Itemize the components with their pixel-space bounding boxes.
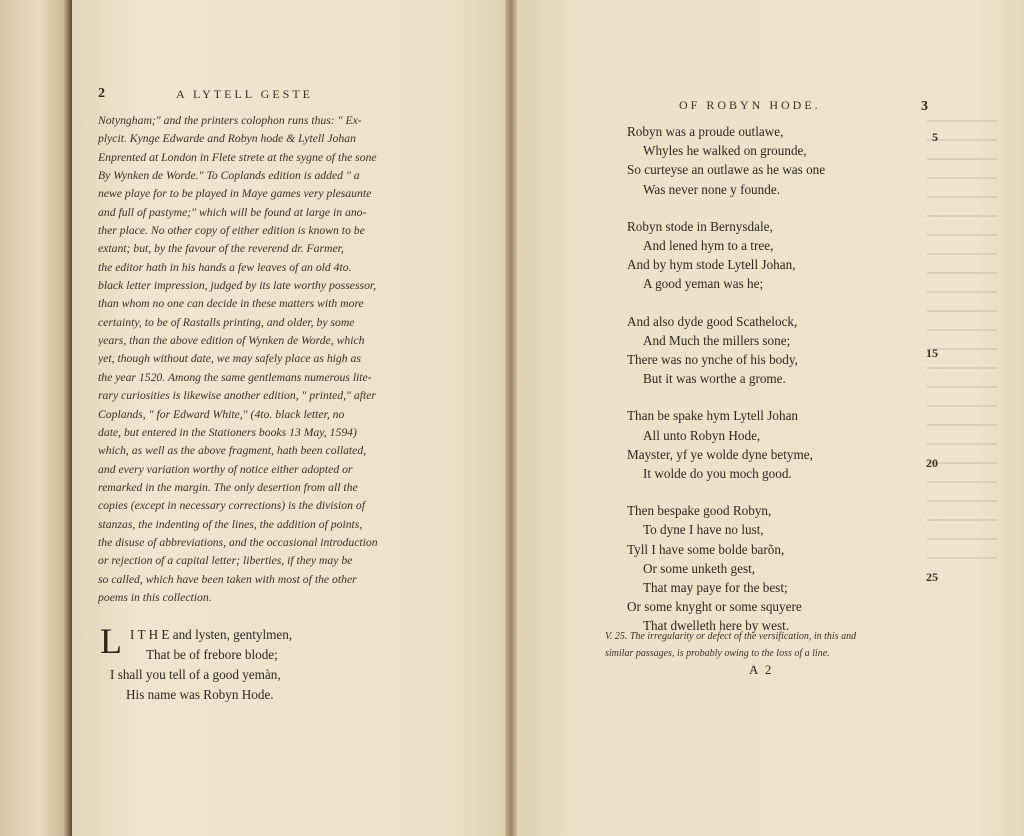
opening-stanza [100,621,420,705]
verse-line: I T H E and lysten, gentylmen, [130,627,293,642]
signature-mark: A 2 [749,662,774,677]
left-page-number: 2 [98,86,105,101]
verse-line: And also dyde good Scathelock, [627,313,798,329]
prose-line: black letter impression, judged by its late worthy possessor, [98,279,377,293]
verse-line: To dyne I have no lust, [643,522,764,538]
left-running-head: A LYTELL GESTE [176,87,314,101]
prose-paragraph [98,112,470,607]
right-running-head: OF ROBYN HODE. [679,98,821,112]
line-number: 20 [926,456,938,470]
prose-line: ther place. No other copy of either edition is known to be [98,224,365,238]
footnote [605,628,945,662]
verse-line: Than be spake hym Lytell Johan [627,408,799,424]
verse-line: It wolde do you moch good. [643,466,792,482]
line-number: 5 [932,130,938,144]
book-edge [0,0,72,836]
prose-line: stanzas, the indenting of the lines, the addition of points, [98,517,363,531]
prose-line: the year 1520. Among the same gentlemans numerous lite- [98,370,372,384]
prose-line: poems in this collection. [98,590,212,604]
prose-line: By Wynken de Worde." To Coplands edition is added " a [98,169,360,183]
prose-line: certainty, to be of Rastalls printing, and older, by some [98,315,355,329]
prose-line: than whom no one can decide in these matters with more [98,297,364,311]
stanza [627,312,927,389]
drop-cap: L [100,621,122,661]
verse-line: All unto Robyn Hode, [643,427,761,443]
prose-line: Coplands, " for Edward White," (4to. black letter, no [98,407,345,421]
line-number: 25 [926,570,938,584]
verse-line: But it was worthe a grome. [643,371,786,387]
right-page [517,0,1024,836]
prose-line: the editor hath in his hands a few leaves of an old 4to. [98,260,352,274]
prose-line: or rejection of a capital letter; liberties, if they may be [98,554,353,568]
prose-line: and full of pastyme;" which will be found at large in ano- [98,205,367,219]
book-spine [505,0,517,836]
verse-line: His name was Robyn Hode. [126,687,274,702]
verse-line: And Much the millers sone; [643,332,791,348]
verse-line: Whyles he walked on grounde, [643,143,807,159]
verse-line: Or some knyght or some squyere [627,599,802,615]
prose-line: Enprented at London in Flete strete at the sygne of the sone [98,150,377,164]
verse-line: Then bespake good Robyn, [627,503,772,519]
verse-line: There was no ynche of his body, [627,352,798,368]
verse-line: And by hym stode Lytell Johan, [627,257,796,273]
prose-line: so called, which have been taken with most of the other [98,572,357,586]
stanza [627,217,927,294]
prose-line: newe playe for to be played in Maye games very plesaunte [98,187,372,201]
verse-line: Was never none y founde. [643,181,780,197]
prose-line: date, but entered in the Stationers books 13 May, 1594) [98,425,357,439]
stanza [627,406,927,483]
prose-line: rary curiosities is likewise another edition, " printed," after [98,389,376,403]
verse-line: That may paye for the best; [643,580,788,596]
verse-line: Tyll I have some bolde barõn, [627,541,785,557]
prose-line: Notyngham;" and the printers colophon runs thus: " Ex- [98,114,362,127]
prose-line: yet, though without date, we may safely place as high as [98,352,361,366]
footnote-line: V. 25. The irregularity or defect of the versification, in this and [605,631,857,642]
stanza [627,501,927,635]
right-page-number: 3 [921,99,928,114]
prose-line: copies (except in necessary corrections) is the division of [98,499,366,513]
verse-line: Robyn stode in Bernysdale, [627,218,773,234]
stanza [627,122,927,199]
verse-line: And lened hym to a tree, [643,238,774,254]
left-page [72,0,505,836]
prose-line: years, than the above edition of Wynken de Worde, which [98,334,365,348]
prose-line: the disuse of abbreviations, and the occasional introduction [98,535,378,549]
verse-line: So curteyse an outlawe as he was one [627,162,826,178]
verse-line: I shall you tell of a good yemàn, [110,667,281,682]
prose-line: and every variation worthy of notice either adopted or [98,462,353,476]
prose-line: which, as well as the above fragment, hath been collated, [98,444,367,458]
verse-line: Mayster, yf ye wolde dyne betyme, [627,446,813,462]
prose-line: plycit. Kynge Edwarde and Robyn hode & Lytell Johan [98,132,356,146]
line-number: 15 [926,346,938,360]
verse-line: Or some unketh gest, [643,560,756,576]
verse-line: That be of frebore blode; [146,647,278,662]
verse-line: That dwelleth here by west. [643,618,790,634]
show-through-text [927,120,1023,640]
prose-line: extant; but, by the favour of the reverend dr. Farmer, [98,242,344,256]
verse-body [627,122,927,654]
verse-line: Robyn was a proude outlawe, [627,124,784,139]
footnote-line: similar passages, is probably owing to the loss of a line. [605,648,830,659]
verse-line: A good yeman was he; [643,276,764,292]
prose-line: remarked in the margin. The only desertion from all the [98,480,358,494]
